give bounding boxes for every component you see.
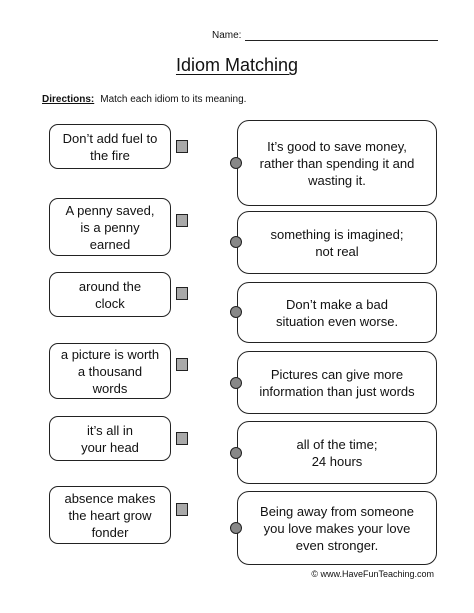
idiom-box	[49, 124, 171, 169]
idiom-line: around the	[78, 278, 142, 294]
match-square[interactable]	[176, 358, 188, 371]
meaning-line: you love makes your love	[263, 520, 411, 536]
directions	[42, 94, 246, 105]
name-line[interactable]	[245, 30, 438, 41]
idiom-line: your head	[81, 439, 139, 455]
idiom-line: Don’t add fuel to	[62, 130, 158, 146]
title-text: Idiom Matching	[175, 55, 299, 75]
name-label: Name:	[212, 30, 242, 41]
idiom-box	[49, 343, 171, 399]
idiom-line: fonder	[91, 524, 129, 540]
idiom-line: absence makes	[64, 490, 156, 506]
idiom-line: earned	[89, 236, 131, 252]
meaning-line: Pictures can give more	[270, 366, 404, 382]
idiom-line: is a penny	[80, 219, 140, 235]
match-square[interactable]	[176, 432, 188, 445]
meaning-line: even stronger.	[295, 537, 379, 553]
idiom-line: a thousand	[77, 363, 143, 379]
meaning-line: all of the time;	[296, 436, 378, 452]
idiom-line: A penny saved,	[65, 202, 155, 218]
meaning-line: not real	[315, 243, 359, 259]
copyright-footer: © www.HaveFunTeaching.com	[311, 569, 434, 579]
idiom-line: the heart grow	[68, 507, 152, 523]
meaning-line: situation even worse.	[275, 313, 399, 329]
meaning-line: It’s good to save money,	[267, 138, 407, 154]
meaning-line: Being away from someone	[260, 503, 414, 519]
idiom-line: words	[92, 380, 128, 396]
idiom-line: it’s all in	[86, 422, 133, 438]
meaning-line: rather than spending it and	[259, 155, 415, 171]
idiom-line: a picture is worth	[60, 346, 160, 362]
meaning-line: information than just words	[259, 383, 415, 399]
match-square[interactable]	[176, 214, 188, 227]
directions-label: Directions:	[42, 94, 95, 105]
idiom-box	[49, 272, 171, 317]
meaning-box	[237, 120, 437, 206]
meaning-line: something is imagined;	[270, 226, 404, 242]
idiom-line: the fire	[90, 147, 130, 163]
idiom-line: clock	[95, 295, 125, 311]
idiom-box	[49, 198, 171, 256]
meaning-box	[237, 491, 437, 565]
directions-text: Match each idiom to its meaning.	[100, 94, 247, 105]
meaning-line: wasting it.	[308, 172, 366, 188]
match-dot[interactable]	[230, 236, 242, 248]
worksheet-title	[0, 55, 474, 76]
meaning-line: Don’t make a bad	[286, 296, 388, 312]
match-dot[interactable]	[230, 306, 242, 318]
match-square[interactable]	[176, 140, 188, 153]
idiom-box	[49, 416, 171, 461]
meaning-box	[237, 211, 437, 274]
match-square[interactable]	[176, 287, 188, 300]
meaning-box	[237, 421, 437, 484]
match-dot[interactable]	[230, 522, 242, 534]
match-dot[interactable]	[230, 377, 242, 389]
name-field	[212, 27, 438, 41]
meaning-box	[237, 282, 437, 343]
meaning-box	[237, 351, 437, 414]
idiom-box	[49, 486, 171, 544]
match-dot[interactable]	[230, 447, 242, 459]
match-dot[interactable]	[230, 157, 242, 169]
meaning-line: 24 hours	[311, 453, 363, 469]
match-square[interactable]	[176, 503, 188, 516]
